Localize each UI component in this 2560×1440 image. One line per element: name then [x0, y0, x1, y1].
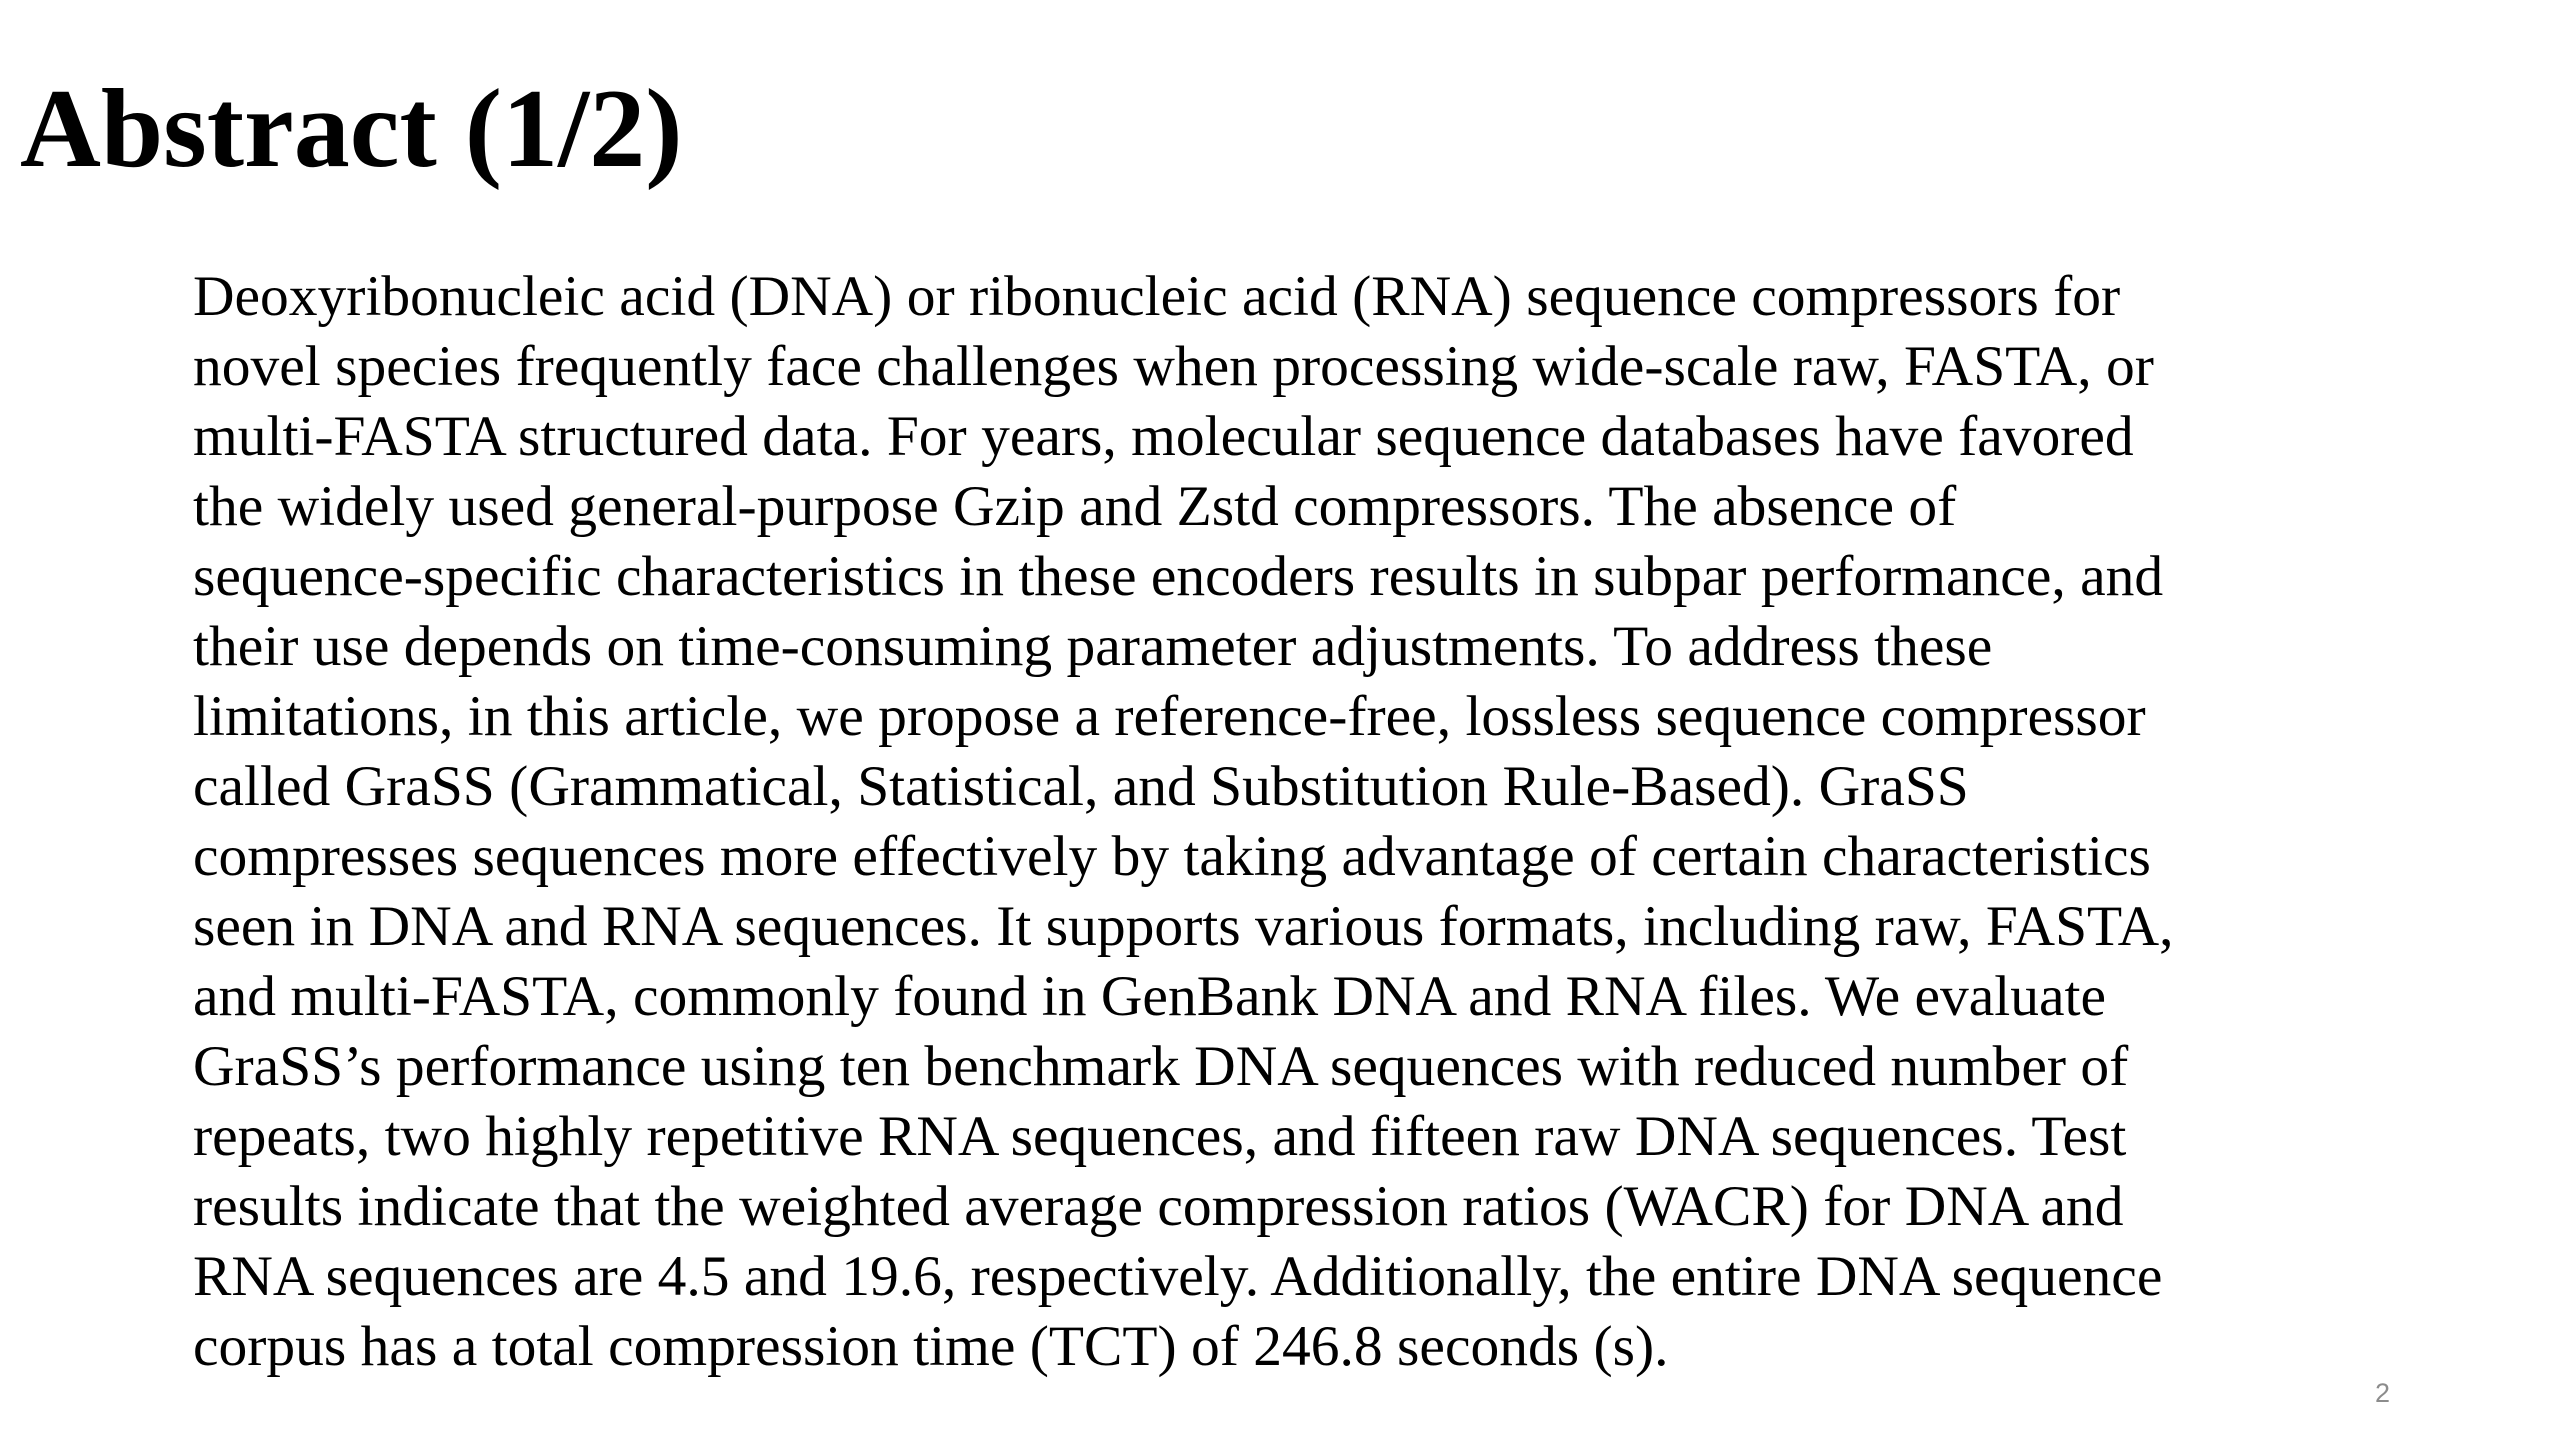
abstract-line: results indicate that the weighted average compression ratios (WACR) for DNA and [193, 1175, 2124, 1238]
abstract-line: compresses sequences more effectively by taking advantage of certain characteristics [193, 825, 2151, 888]
abstract-line: repeats, two highly repetitive RNA sequences, and fifteen raw DNA sequences. Test [193, 1105, 2127, 1168]
abstract-line: called GraSS (Grammatical, Statistical, and Substitution Rule-Based). GraSS [193, 755, 1969, 818]
abstract-line: the widely used general-purpose Gzip and Zstd compressors. The absence of [193, 475, 1957, 538]
abstract-line: Deoxyribonucleic acid (DNA) or ribonucleic acid (RNA) sequence compressors for [193, 265, 2121, 328]
abstract-line: sequence-specific characteristics in these encoders results in subpar performance, and [193, 545, 2164, 608]
abstract-line: seen in DNA and RNA sequences. It supports various formats, including raw, FASTA, [193, 895, 2174, 958]
slide-title: Abstract (1/2) [20, 67, 683, 191]
abstract-line: corpus has a total compression time (TCT) of 246.8 seconds (s). [193, 1315, 1669, 1378]
abstract-line: multi-FASTA structured data. For years, molecular sequence databases have favored [193, 405, 2134, 468]
abstract-line: novel species frequently face challenges when processing wide-scale raw, FASTA, or [193, 335, 2154, 398]
abstract-line: GraSS’s performance using ten benchmark DNA sequences with reduced number of [193, 1035, 2129, 1098]
slide-number: 2 [2374, 1378, 2390, 1408]
abstract-line: and multi-FASTA, commonly found in GenBank DNA and RNA files. We evaluate [193, 965, 2107, 1028]
abstract-body [193, 262, 2523, 1382]
abstract-line: limitations, in this article, we propose a reference-free, lossless sequence compressor [193, 685, 2146, 748]
abstract-line: their use depends on time-consuming parameter adjustments. To address these [193, 615, 1993, 678]
abstract-line: RNA sequences are 4.5 and 19.6, respectively. Additionally, the entire DNA sequence [193, 1245, 2163, 1308]
